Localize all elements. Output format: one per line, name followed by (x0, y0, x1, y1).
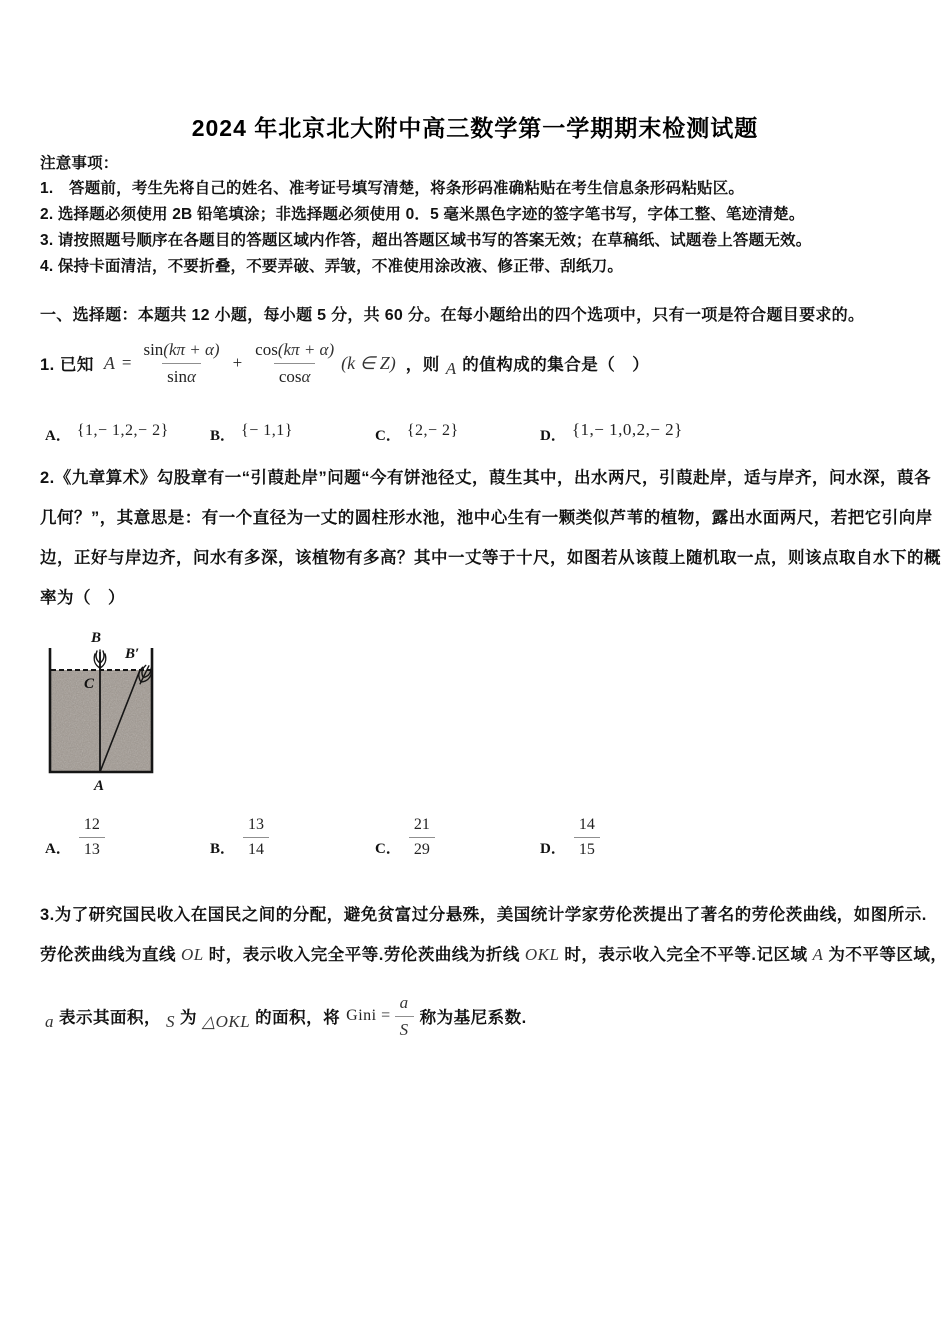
fraction-denominator: S (395, 1016, 414, 1040)
q2-line-4: 率为（ ） (40, 589, 125, 607)
option-value: {2,− 2} (406, 422, 459, 439)
math-var-ol: OL (181, 945, 204, 964)
cos-fraction (250, 340, 339, 386)
fraction-denominator (162, 363, 201, 387)
gini-equals: Gini = (346, 1007, 391, 1024)
q1-option-a (45, 424, 169, 445)
fraction-numerator: a (399, 992, 409, 1012)
fraction-denominator: 15 (574, 837, 600, 859)
q1-option-d (540, 420, 683, 445)
fraction-denominator: 13 (79, 837, 105, 859)
q1-suffix-post: 的值构成的集合是（ ） (462, 356, 650, 374)
option-value: {1,− 1,0,2,− 2} (571, 420, 683, 439)
q3-line-2 (40, 941, 947, 965)
option-label: D． (540, 840, 566, 857)
option-value: {− 1,1} (241, 422, 293, 439)
option-label: A． (45, 840, 71, 857)
q1-options (0, 414, 950, 456)
cos-fn-den: cos (278, 366, 302, 386)
q2-line-2: 几何？”，其意思是：有一个直径为一丈的圆柱形水池，池中心生有一颗类似芦苇的植物，露出水面两尺，若把它引向岸 (40, 509, 933, 527)
option-label: A． (45, 428, 71, 444)
q3-text-segment: 时，表示收入完全不平等.记区域 (564, 946, 808, 964)
math-var-region-a: A (812, 945, 824, 964)
option-value: {1,− 1,2,− 2} (76, 422, 169, 439)
sin-argument: (kπ + α) (163, 339, 220, 359)
option-label: B． (210, 840, 236, 857)
q3-text-segment: 为 (180, 1009, 197, 1027)
q2-option-c (375, 816, 435, 860)
q1-option-b (210, 424, 293, 445)
note-item-4: 4. 保持卡面清洁，不要折叠，不要弄破、弄皱，不准使用涂改液、修正带、刮纸刀。 (40, 258, 624, 275)
figure-label-b-prime: B′ (125, 646, 140, 662)
math-var-s: S (166, 1012, 175, 1031)
figure-label-b: B (91, 630, 102, 646)
cos-argument: (kπ + α) (277, 339, 335, 359)
option-label: B． (210, 428, 236, 444)
equals-sign: = (121, 353, 132, 372)
q3-text-segment: 时，表示收入完全平等.劳伦茨曲线为折线 (208, 946, 520, 964)
q2-option-b (210, 816, 269, 860)
q1-suffix-pre: ，则 (405, 356, 440, 374)
gini-fraction (395, 993, 414, 1039)
note-item-1: 1. 答题前，考生先将自己的姓名、准考证号填写清楚，将条形码准确粘贴在考生信息条形码粘贴区。 (40, 180, 745, 197)
math-var-triangle-okl: △OKL (202, 1012, 251, 1031)
option-label: D． (540, 428, 566, 444)
q3-text-segment: 表示其面积， (59, 1009, 161, 1027)
pool-figure (40, 622, 165, 800)
figure-label-a: A (94, 778, 105, 794)
note-item-3: 3. 请按照题号顺序在各题目的答题区域内作答，超出答题区域书写的答案无效；在草稿纸、试题卷上答题无效。 (40, 232, 812, 249)
formula-condition: (k ∈ Z) (341, 352, 396, 373)
fraction-numerator: 14 (578, 816, 595, 833)
notes-heading: 注意事项： (40, 155, 119, 172)
option-label: C． (375, 840, 401, 857)
fraction-numerator: 12 (83, 816, 100, 833)
q3-text-segment: 劳伦茨曲线为直线 (40, 946, 176, 964)
note-item-2: 2. 选择题必须使用 2B 铅笔填涂；非选择题必须使用 0．5 毫米黑色字迹的签字笔书写，字体工整、笔迹清楚。 (40, 206, 805, 223)
fraction-numerator (138, 340, 224, 363)
q2-option-d (540, 816, 600, 860)
cos-fn: cos (255, 339, 278, 359)
fraction-denominator: 14 (243, 837, 269, 859)
alpha-den: α (186, 366, 196, 386)
inline-var-A: A (445, 359, 457, 378)
plus-sign: + (232, 353, 243, 372)
page-title: 2024 年北京北大附中高三数学第一学期期末检测试题 (191, 115, 759, 141)
q3-text-segment: 称为基尼系数. (419, 1009, 527, 1027)
fraction-denominator (274, 363, 316, 387)
q2-line-3: 边，正好与岸边齐，问水有多深，该植物有多高？其中一丈等于十尺，如图若从该葭上随机取一点，则该点取自水下的概 (40, 549, 941, 567)
q3-text-segment: 的面积，将 (255, 1009, 341, 1027)
fraction-denominator: 29 (409, 837, 435, 859)
q2-options (0, 816, 950, 874)
fraction-numerator: 21 (413, 816, 430, 833)
q1-number-prefix: 1. 已知 (40, 356, 94, 374)
water-grain-texture (51, 670, 151, 773)
question-1 (40, 326, 649, 400)
q2-option-a (45, 816, 105, 860)
sin-fn-den: sin (167, 366, 187, 386)
option-fraction (79, 816, 105, 860)
alpha-den: α (301, 366, 311, 386)
formula-var-A: A (103, 352, 115, 373)
q1-option-c (375, 424, 459, 445)
option-fraction (243, 816, 269, 860)
section-heading: 一、选择题：本题共 12 小题，每小题 5 分，共 60 分。在每小题给出的四个选项中，只有一项是符合题目要求的。 (40, 307, 865, 324)
option-label: C． (375, 428, 401, 444)
figure-label-c: C (84, 676, 95, 692)
fraction-numerator (250, 340, 339, 363)
q3-line-3 (40, 990, 527, 1042)
math-var-a: a (45, 1012, 54, 1031)
q3-line-1: 3.为了研究国民收入在国民之间的分配，避免贫富过分悬殊，美国统计学家劳伦茨提出了著名的劳伦茨曲线，如图所示. (40, 906, 927, 924)
q1-formula (104, 340, 396, 386)
reed-tuft-b-icon (94, 650, 106, 670)
option-fraction (574, 816, 600, 860)
math-var-okl: OKL (524, 945, 560, 964)
sin-fn: sin (143, 339, 164, 359)
fraction-numerator: 13 (248, 816, 265, 833)
sin-fraction (138, 340, 224, 386)
option-fraction (409, 816, 435, 860)
q2-line-1: 2.《九章算术》勾股章有一“引葭赴岸”问题“今有饼池径丈，葭生其中，出水两尺，引葭赴岸，适与岸齐，问水深，葭各 (40, 469, 932, 487)
q3-text-segment: 为不平等区域， (828, 946, 948, 964)
